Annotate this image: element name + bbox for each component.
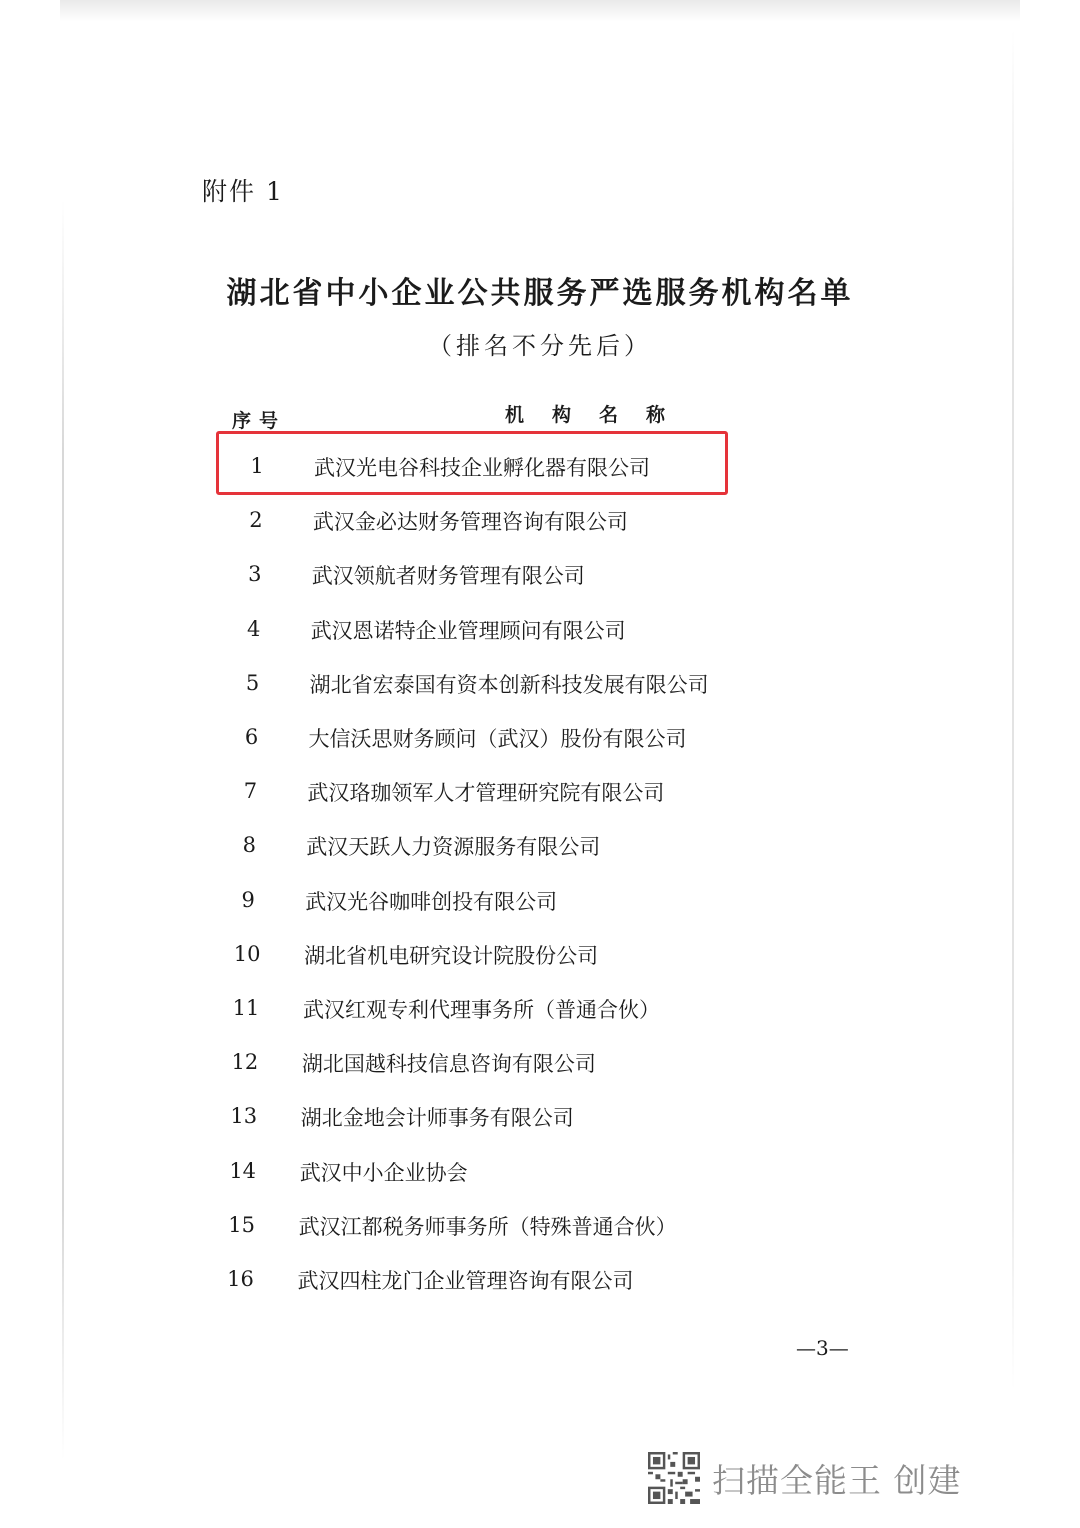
row-number: 10 (233, 941, 261, 966)
institution-name: 湖北省机电研究设计院股份公司 (304, 943, 599, 968)
column-header-name: 机构名称 (505, 404, 694, 426)
table-row (222, 936, 822, 976)
scanner-watermark (648, 1450, 962, 1506)
page-top-shadow (60, 0, 1020, 22)
attachment-label: 附件 1 (202, 177, 284, 206)
row-number: 5 (245, 670, 260, 695)
table-row (224, 827, 824, 867)
table-row (229, 611, 829, 651)
institution-name: 武汉中小企业协会 (299, 1160, 468, 1185)
institution-name: 武汉红观专利代理事务所（普通合伙） (303, 998, 660, 1022)
institution-name: 武汉恩诺特企业管理顾问有限公司 (310, 618, 626, 643)
institution-name: 湖北金地会计师事务有限公司 (300, 1106, 574, 1131)
table-row (219, 1098, 819, 1138)
watermark-text: 扫描全能王 创建 (712, 1460, 962, 1500)
table-row (216, 1261, 816, 1301)
row-number: 1 (250, 454, 264, 478)
institution-name: 武汉金必达财务管理咨询有限公司 (312, 510, 628, 535)
institution-name: 武汉光谷咖啡创投有限公司 (305, 889, 558, 914)
highlight-box (216, 431, 728, 495)
qr-code-icon (648, 1452, 700, 1504)
table-row (223, 882, 823, 922)
row-number: 4 (247, 616, 261, 641)
row-number: 15 (228, 1212, 255, 1237)
table-row (225, 773, 825, 813)
row-number: 3 (248, 562, 262, 587)
institution-name: 武汉天跃人力资源服务有限公司 (306, 835, 601, 860)
document-subtitle: （排名不分先后） (428, 332, 652, 360)
institution-name: 大信沃思财务顾问（武汉）股份有限公司 (308, 727, 687, 751)
row-number: 2 (249, 508, 263, 533)
table-row (230, 556, 830, 596)
table-row (220, 1044, 820, 1084)
institution-name: 武汉四柱龙门企业管理咨询有限公司 (297, 1269, 634, 1293)
institution-name: 湖北省宏泰国有资本创新科技发展有限公司 (309, 672, 709, 697)
row-number: 7 (243, 779, 258, 804)
institution-name: 武汉光电谷科技企业孵化器有限公司 (314, 456, 650, 480)
institution-name: 武汉江都税务师事务所（特殊普通合伙） (298, 1214, 677, 1239)
institution-name: 武汉领航者财务管理有限公司 (311, 564, 585, 589)
table-row (221, 990, 821, 1030)
page-right-edge (1012, 30, 1014, 1390)
table-row (218, 1153, 818, 1193)
row-number: 11 (232, 996, 260, 1020)
row-number: 14 (229, 1158, 257, 1183)
page-left-edge (62, 200, 64, 1460)
row-number: 13 (230, 1104, 258, 1129)
table-row (228, 665, 828, 705)
row-number: 16 (227, 1267, 254, 1291)
table-row (227, 719, 827, 759)
page-number: —3— (796, 1336, 849, 1360)
row-number: 8 (242, 833, 256, 858)
row-number: 9 (241, 887, 255, 912)
document-title: 湖北省中小企业公共服务严选服务机构名单 (226, 276, 854, 311)
row-number: 6 (244, 725, 259, 749)
institution-name: 武汉珞珈领军人才管理研究院有限公司 (307, 781, 665, 806)
row-number: 12 (231, 1050, 259, 1075)
column-header-number: 序号 (232, 410, 287, 432)
table-row (231, 502, 831, 542)
institution-name: 湖北国越科技信息咨询有限公司 (301, 1052, 596, 1077)
table-row (217, 1207, 817, 1247)
